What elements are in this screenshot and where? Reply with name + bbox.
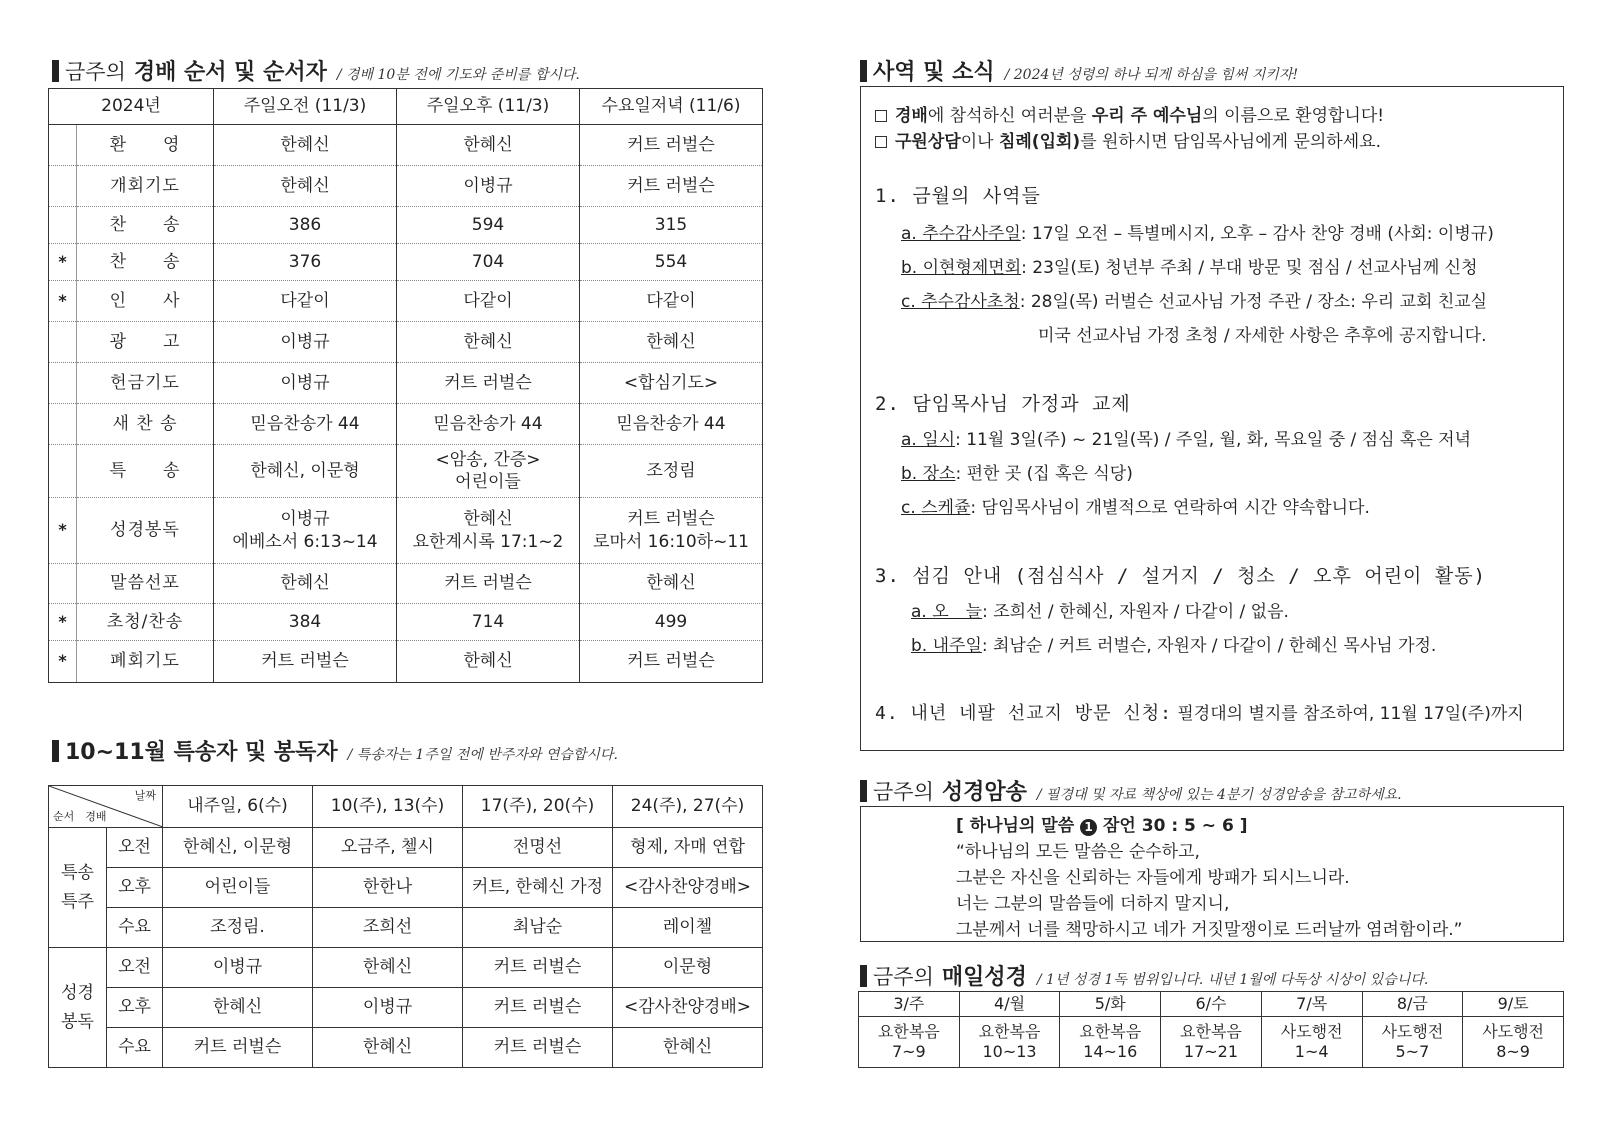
daily-chapters: 17~21 xyxy=(1183,1042,1239,1061)
standing-mark xyxy=(49,207,77,244)
worship-cell-line: 이병규 xyxy=(463,175,513,196)
worship-cell xyxy=(214,125,397,166)
special-cell: 최남순 xyxy=(463,908,613,948)
daily-chapters: 8~9 xyxy=(1496,1042,1530,1061)
worship-cell-line: 이병규 xyxy=(280,372,330,393)
special-sub-label: 오전 xyxy=(107,828,163,868)
worship-header-sun-am: 주일오전 (11/3) xyxy=(214,89,397,125)
news-heading-4-text: 필경대의 별지를 참조하여, 11월 17일(주)까지 xyxy=(1171,704,1524,724)
worship-section-title xyxy=(52,55,580,86)
special-cell: 조정림. xyxy=(163,908,313,948)
special-cell: 전명선 xyxy=(463,828,613,868)
news-heading-4-label: 4. 내년 네팔 선교지 방문 신청: xyxy=(875,703,1172,724)
worship-row xyxy=(49,363,763,404)
daily-title: 매일성경 xyxy=(941,965,1027,990)
worship-cell-line: 384 xyxy=(288,611,322,632)
worship-cell-line: 한혜신 xyxy=(463,331,513,352)
worship-header-sun-pm: 주일오후 (11/3) xyxy=(397,89,580,125)
standing-mark xyxy=(49,125,77,166)
special-title: 10~11월 특송자 및 봉독자 xyxy=(65,740,338,765)
worship-cell xyxy=(580,207,763,244)
special-section-title xyxy=(52,735,618,766)
special-group-label: 성경 봉독 xyxy=(49,948,107,1068)
worship-subtitle: / 경배 10분 전에 기도와 준비를 합시다. xyxy=(336,67,580,83)
news-item-1b xyxy=(901,253,1478,278)
worship-cell xyxy=(214,363,397,404)
daily-bible-table xyxy=(858,991,1564,1068)
special-row xyxy=(49,948,763,988)
memory-verse-box xyxy=(860,806,1564,942)
daily-reading xyxy=(859,1017,960,1068)
worship-cell-line: 한혜신 xyxy=(463,509,513,530)
worship-cell-line: 커트 러벌슨 xyxy=(261,651,349,672)
worship-cell-line: 554 xyxy=(654,251,688,272)
worship-title-prefix: 금주의 xyxy=(65,60,126,84)
worship-cell xyxy=(397,166,580,207)
worship-cell xyxy=(580,404,763,445)
news-item-2b-text: : 편한 곳 (집 혹은 식당) xyxy=(955,464,1133,484)
counsel-bold-1: 구원상담 xyxy=(895,132,961,152)
worship-cell-line: 다같이 xyxy=(646,290,696,311)
news-heading-2: 2. 담임목사님 가정과 교제 xyxy=(875,393,1131,415)
verse-title-prefix: 금주의 xyxy=(873,780,934,804)
news-item-1c-label: c. 추수감사초청 xyxy=(901,292,1020,312)
standing-mark xyxy=(49,363,77,404)
worship-item: 찬 송 xyxy=(77,207,214,244)
daily-chapters: 14~16 xyxy=(1083,1042,1138,1061)
daily-day: 9/토 xyxy=(1463,992,1564,1017)
news-item-1c xyxy=(901,287,1487,312)
checkbox-icon xyxy=(875,110,887,122)
special-cell: 한혜신 xyxy=(313,1028,463,1068)
worship-cell xyxy=(397,125,580,166)
daily-book: 사도행전 xyxy=(1482,1022,1545,1041)
welcome-text-2: 의 이름으로 환영합니다! xyxy=(1202,106,1385,126)
standing-mark xyxy=(49,564,77,604)
worship-row xyxy=(49,166,763,207)
worship-cell xyxy=(580,641,763,683)
worship-cell xyxy=(214,207,397,244)
worship-row xyxy=(49,498,763,564)
worship-cell-line: 376 xyxy=(288,251,322,272)
news-heading-3: 3. 섬김 안내 (점심식사 / 설거지 / 청소 / 오후 어린이 활동) xyxy=(875,565,1486,587)
worship-cell-line: 커트 러벌슨 xyxy=(627,175,715,196)
special-sub-label: 오전 xyxy=(107,948,163,988)
daily-header-row xyxy=(859,992,1564,1017)
standing-mark: * xyxy=(49,498,77,564)
daily-reading xyxy=(1161,1017,1262,1068)
worship-cell xyxy=(397,498,580,564)
worship-cell-line: <합심기도> xyxy=(623,372,719,393)
news-item-2a-text: : 11월 3일(주) ~ 21일(목) / 주일, 월, 화, 목요일 중 / 점심 혹은 저녁 xyxy=(955,430,1471,450)
worship-cell xyxy=(397,281,580,322)
section-marker xyxy=(860,965,867,987)
special-header-row xyxy=(49,786,763,828)
worship-cell xyxy=(214,322,397,363)
worship-item: 찬 송 xyxy=(77,244,214,281)
daily-reading xyxy=(959,1017,1060,1068)
section-marker xyxy=(52,740,59,762)
standing-mark: * xyxy=(49,604,77,641)
news-section-title xyxy=(860,55,1298,86)
special-cell: 커트 러벌슨 xyxy=(463,948,613,988)
special-cell: 오금주, 첼시 xyxy=(313,828,463,868)
news-item-2b xyxy=(901,459,1133,484)
special-cell: <감사찬양경배> xyxy=(613,988,763,1028)
worship-cell-line: 594 xyxy=(471,214,505,235)
special-sub-label: 수요 xyxy=(107,908,163,948)
daily-day: 3/주 xyxy=(859,992,960,1017)
verse-line-1: “하나님의 모든 말씀은 순수하고, xyxy=(956,842,1200,862)
special-cell: 한혜신 xyxy=(313,948,463,988)
worship-cell xyxy=(397,641,580,683)
news-item-1a xyxy=(901,219,1494,244)
worship-cell-line: 다같이 xyxy=(280,290,330,311)
worship-header-row xyxy=(49,89,763,125)
worship-cell xyxy=(214,404,397,445)
worship-cell xyxy=(214,445,397,498)
special-row xyxy=(49,908,763,948)
special-cell: 커트 러벌슨 xyxy=(463,1028,613,1068)
daily-day: 4/월 xyxy=(959,992,1060,1017)
special-cell: 커트 러벌슨 xyxy=(163,1028,313,1068)
welcome-bold-1: 경배 xyxy=(895,106,928,126)
worship-cell-line: 믿음찬송가 44 xyxy=(433,413,543,434)
section-marker xyxy=(860,60,867,82)
worship-cell-line: 714 xyxy=(471,611,505,632)
news-item-1c-text: : 28일(목) 러벌슨 선교사님 가정 주관 / 장소: 우리 교회 친교실 xyxy=(1019,292,1488,312)
worship-item: 특 송 xyxy=(77,445,214,498)
daily-chapters: 5~7 xyxy=(1395,1042,1430,1061)
news-item-3b xyxy=(911,631,1436,656)
daily-chapters: 7~9 xyxy=(891,1042,926,1061)
worship-cell xyxy=(214,564,397,604)
worship-cell-line: 한혜신 xyxy=(646,331,696,352)
daily-day: 8/금 xyxy=(1362,992,1463,1017)
standing-mark xyxy=(49,166,77,207)
special-sub-label: 수요 xyxy=(107,1028,163,1068)
daily-reading xyxy=(1362,1017,1463,1068)
worship-row xyxy=(49,207,763,244)
worship-item: 광 고 xyxy=(77,322,214,363)
worship-cell-line: 커트 러벌슨 xyxy=(627,651,715,672)
worship-item: 개회기도 xyxy=(77,166,214,207)
worship-cell-line: 이병규 xyxy=(280,509,330,530)
worship-cell xyxy=(580,604,763,641)
counsel-line xyxy=(875,127,1381,152)
worship-cell xyxy=(214,244,397,281)
standing-mark: * xyxy=(49,641,77,683)
news-item-1a-text: : 17일 오전 – 특별메시지, 오후 – 감사 찬양 경배 (사회: 이병규) xyxy=(1020,224,1494,244)
daily-title-prefix: 금주의 xyxy=(873,965,934,989)
daily-book: 요한복음 xyxy=(978,1022,1041,1041)
worship-cell xyxy=(580,166,763,207)
special-cell: 형제, 자매 연합 xyxy=(613,828,763,868)
special-sub-label: 오후 xyxy=(107,988,163,1028)
news-item-3a-text: : 조희선 / 한혜신, 자원자 / 다같이 / 없음. xyxy=(982,602,1289,622)
special-sub-label: 오후 xyxy=(107,868,163,908)
verse-section-title xyxy=(860,775,1402,806)
worship-row xyxy=(49,404,763,445)
special-cell: 한혜신 xyxy=(613,1028,763,1068)
standing-mark: * xyxy=(49,281,77,322)
standing-mark: * xyxy=(49,244,77,281)
worship-cell xyxy=(580,322,763,363)
verse-reference xyxy=(956,811,1247,836)
news-heading-4 xyxy=(875,699,1524,725)
special-cell: 커트, 한혜신 가정 xyxy=(463,868,613,908)
special-cell: 한혜신 xyxy=(163,988,313,1028)
corner-date-label: 날짜 xyxy=(134,789,156,802)
worship-cell xyxy=(397,244,580,281)
worship-cell xyxy=(214,641,397,683)
special-cell: 조희선 xyxy=(313,908,463,948)
worship-header-year: 2024년 xyxy=(49,89,214,125)
daily-reading xyxy=(1060,1017,1161,1068)
special-row xyxy=(49,868,763,908)
news-item-3a xyxy=(911,597,1289,622)
worship-cell xyxy=(397,404,580,445)
worship-title: 경배 순서 및 순서자 xyxy=(133,60,327,85)
worship-item: 초청/찬송 xyxy=(77,604,214,641)
welcome-text-1: 에 참석하신 여러분을 xyxy=(927,106,1092,126)
worship-cell-line: 조정림 xyxy=(646,460,696,481)
worship-cell xyxy=(580,498,763,564)
special-cell: 한혜신, 이문형 xyxy=(163,828,313,868)
worship-row xyxy=(49,604,763,641)
corner-order-label: 순서 경배 xyxy=(53,809,107,823)
worship-item: 헌금기도 xyxy=(77,363,214,404)
counsel-text-2: 를 원하시면 담임목사님에게 문의하세요. xyxy=(1080,132,1381,152)
news-item-3b-text: : 최남순 / 커트 러벌슨, 자원자 / 다같이 / 한혜신 목사님 가정. xyxy=(981,636,1437,656)
worship-header-wed: 수요일저녁 (11/6) xyxy=(580,89,763,125)
worship-cell xyxy=(397,445,580,498)
worship-cell-line: <암송, 간증> xyxy=(435,449,541,470)
daily-chapters: 10~13 xyxy=(982,1042,1037,1061)
news-heading-1: 1. 금월의 사역들 xyxy=(875,185,1041,207)
verse-line-4: 그분께서 너를 책망하시고 네가 거짓말쟁이로 드러날까 염려함이라.” xyxy=(956,920,1463,940)
worship-item: 성경봉독 xyxy=(77,498,214,564)
special-cell: <감사찬양경배> xyxy=(613,868,763,908)
worship-cell-line-2: 어린이들 xyxy=(455,472,521,492)
daily-chapters: 1~4 xyxy=(1294,1042,1329,1061)
daily-book: 요한복음 xyxy=(877,1022,940,1041)
worship-cell xyxy=(397,604,580,641)
special-corner-cell xyxy=(49,786,163,828)
special-cell: 어린이들 xyxy=(163,868,313,908)
worship-cell-line: 커트 러벌슨 xyxy=(444,573,532,594)
worship-cell-line: 다같이 xyxy=(463,290,513,311)
news-item-2a-label: a. 일시 xyxy=(901,430,956,450)
worship-order-table xyxy=(48,88,763,683)
daily-reading-row xyxy=(859,1017,1564,1068)
special-singers-table xyxy=(48,785,763,1068)
worship-cell-line: 커트 러벌슨 xyxy=(627,509,715,530)
worship-row xyxy=(49,244,763,281)
worship-cell-line: 믿음찬송가 44 xyxy=(616,413,726,434)
special-cell: 한한나 xyxy=(313,868,463,908)
worship-row xyxy=(49,564,763,604)
news-subtitle: / 2024년 성령의 하나 되게 하심을 힘써 지키자! xyxy=(1004,67,1299,83)
verse-reference-b: 잠언 30 : 5 ~ 6 ] xyxy=(1097,816,1248,836)
daily-reading xyxy=(1463,1017,1564,1068)
worship-row xyxy=(49,125,763,166)
worship-cell-line: 386 xyxy=(288,214,322,235)
worship-cell xyxy=(580,244,763,281)
worship-cell-line: 한혜신 xyxy=(280,134,330,155)
special-cell: 이병규 xyxy=(163,948,313,988)
section-marker xyxy=(860,780,867,802)
special-group-label: 특송 특주 xyxy=(49,828,107,948)
worship-item: 인 사 xyxy=(77,281,214,322)
news-item-2a xyxy=(901,425,1471,450)
worship-cell-line: 704 xyxy=(471,251,505,272)
worship-row xyxy=(49,641,763,683)
daily-day: 5/화 xyxy=(1060,992,1161,1017)
news-item-2c-text: : 담임목사님이 개별적으로 연락하여 시간 약속합니다. xyxy=(970,498,1370,518)
daily-day: 6/수 xyxy=(1161,992,1262,1017)
worship-cell-line-2: 로마서 16:10하~11 xyxy=(593,531,749,552)
worship-cell-line: 한혜신 xyxy=(280,175,330,196)
standing-mark xyxy=(49,404,77,445)
welcome-bold-2: 우리 주 예수님 xyxy=(1091,106,1203,126)
worship-cell xyxy=(397,207,580,244)
daily-section-title xyxy=(860,960,1428,991)
worship-cell-line: 한혜신 xyxy=(646,573,696,594)
news-item-2c-label: c. 스케쥴 xyxy=(901,498,971,518)
counsel-text-1: 이나 xyxy=(960,132,999,152)
worship-item: 말씀선포 xyxy=(77,564,214,604)
welcome-line xyxy=(875,101,1384,126)
worship-cell-line: 한혜신 xyxy=(463,651,513,672)
worship-item: 환 영 xyxy=(77,125,214,166)
news-item-1c-continued: 미국 선교사님 가정 초청 / 자세한 사항은 추후에 공지합니다. xyxy=(1038,326,1487,346)
worship-cell-line: 이병규 xyxy=(280,331,330,352)
special-cell: 이병규 xyxy=(313,988,463,1028)
standing-mark xyxy=(49,445,77,498)
daily-book: 요한복음 xyxy=(1079,1022,1142,1041)
worship-cell-line: 믿음찬송가 44 xyxy=(250,413,360,434)
special-row xyxy=(49,828,763,868)
worship-cell xyxy=(397,322,580,363)
worship-cell xyxy=(580,281,763,322)
special-header-week3: 17(주), 20(수) xyxy=(463,786,613,828)
worship-cell xyxy=(214,498,397,564)
news-item-3b-label: b. 내주일 xyxy=(911,636,982,656)
special-cell: 레이첼 xyxy=(613,908,763,948)
worship-cell xyxy=(580,363,763,404)
worship-cell-line: 커트 러벌슨 xyxy=(627,134,715,155)
worship-cell xyxy=(397,363,580,404)
worship-cell xyxy=(214,604,397,641)
worship-row xyxy=(49,445,763,498)
worship-cell xyxy=(580,564,763,604)
worship-cell-line: 한혜신 xyxy=(280,573,330,594)
worship-cell-line: 315 xyxy=(654,214,688,235)
news-title: 사역 및 소식 xyxy=(873,60,995,85)
worship-item: 폐회기도 xyxy=(77,641,214,683)
worship-cell xyxy=(580,125,763,166)
daily-book: 사도행전 xyxy=(1280,1022,1343,1041)
worship-cell-line-2: 에베소서 6:13~14 xyxy=(232,531,378,552)
worship-cell xyxy=(214,166,397,207)
worship-cell-line: 499 xyxy=(654,611,688,632)
worship-cell-line: 커트 러벌슨 xyxy=(444,372,532,393)
verse-reference-a: [ 하나님의 말씀 xyxy=(956,816,1081,836)
worship-cell-line: 한혜신, 이문형 xyxy=(250,460,360,481)
news-item-2b-label: b. 장소 xyxy=(901,464,956,484)
news-item-1b-label: b. 이현형제면회 xyxy=(901,258,1022,278)
news-item-1b-text: : 23일(토) 청년부 주최 / 부대 방문 및 점심 / 선교사님께 신청 xyxy=(1021,258,1478,278)
daily-subtitle: / 1년 성경 1독 범위입니다. 내년 1월에 다독상 시상이 있습니다. xyxy=(1036,972,1429,988)
section-marker xyxy=(52,60,59,82)
news-item-2c xyxy=(901,493,1370,518)
news-box xyxy=(860,86,1564,751)
worship-item: 새 찬 송 xyxy=(77,404,214,445)
special-cell: 커트 러벌슨 xyxy=(463,988,613,1028)
counsel-bold-2: 침례(입회) xyxy=(998,132,1081,152)
special-row xyxy=(49,1028,763,1068)
worship-cell-line-2: 요한계시록 17:1~2 xyxy=(412,531,564,552)
special-cell: 이문형 xyxy=(613,948,763,988)
verse-number-badge: 1 xyxy=(1080,819,1097,836)
verse-title: 성경암송 xyxy=(941,780,1027,805)
verse-subtitle: / 필경대 및 자료 책상에 있는 4분기 성경암송을 참고하세요. xyxy=(1036,787,1402,803)
daily-book: 요한복음 xyxy=(1180,1022,1242,1041)
special-header-week2: 10(주), 13(수) xyxy=(313,786,463,828)
special-header-week1: 내주일, 6(수) xyxy=(163,786,313,828)
worship-cell xyxy=(397,564,580,604)
verse-line-3: 너는 그분의 말씀들에 더하지 말지니, xyxy=(956,894,1230,914)
worship-row xyxy=(49,281,763,322)
special-subtitle: / 특송자는 1주일 전에 반주자와 연습합시다. xyxy=(347,747,618,763)
daily-book: 사도행전 xyxy=(1381,1022,1444,1041)
verse-line-2: 그분은 자신을 신뢰하는 자들에게 방패가 되시느니라. xyxy=(956,868,1350,888)
worship-row xyxy=(49,322,763,363)
worship-cell-line: 한혜신 xyxy=(463,134,513,155)
daily-reading xyxy=(1261,1017,1362,1068)
worship-cell xyxy=(214,281,397,322)
special-row xyxy=(49,988,763,1028)
special-header-week4: 24(주), 27(수) xyxy=(613,786,763,828)
worship-cell xyxy=(580,445,763,498)
daily-day: 7/목 xyxy=(1261,992,1362,1017)
news-item-1a-label: a. 추수감사주일 xyxy=(901,224,1021,244)
checkbox-icon xyxy=(875,136,887,148)
news-item-3a-label: a. 오 늘 xyxy=(911,602,983,622)
standing-mark xyxy=(49,322,77,363)
